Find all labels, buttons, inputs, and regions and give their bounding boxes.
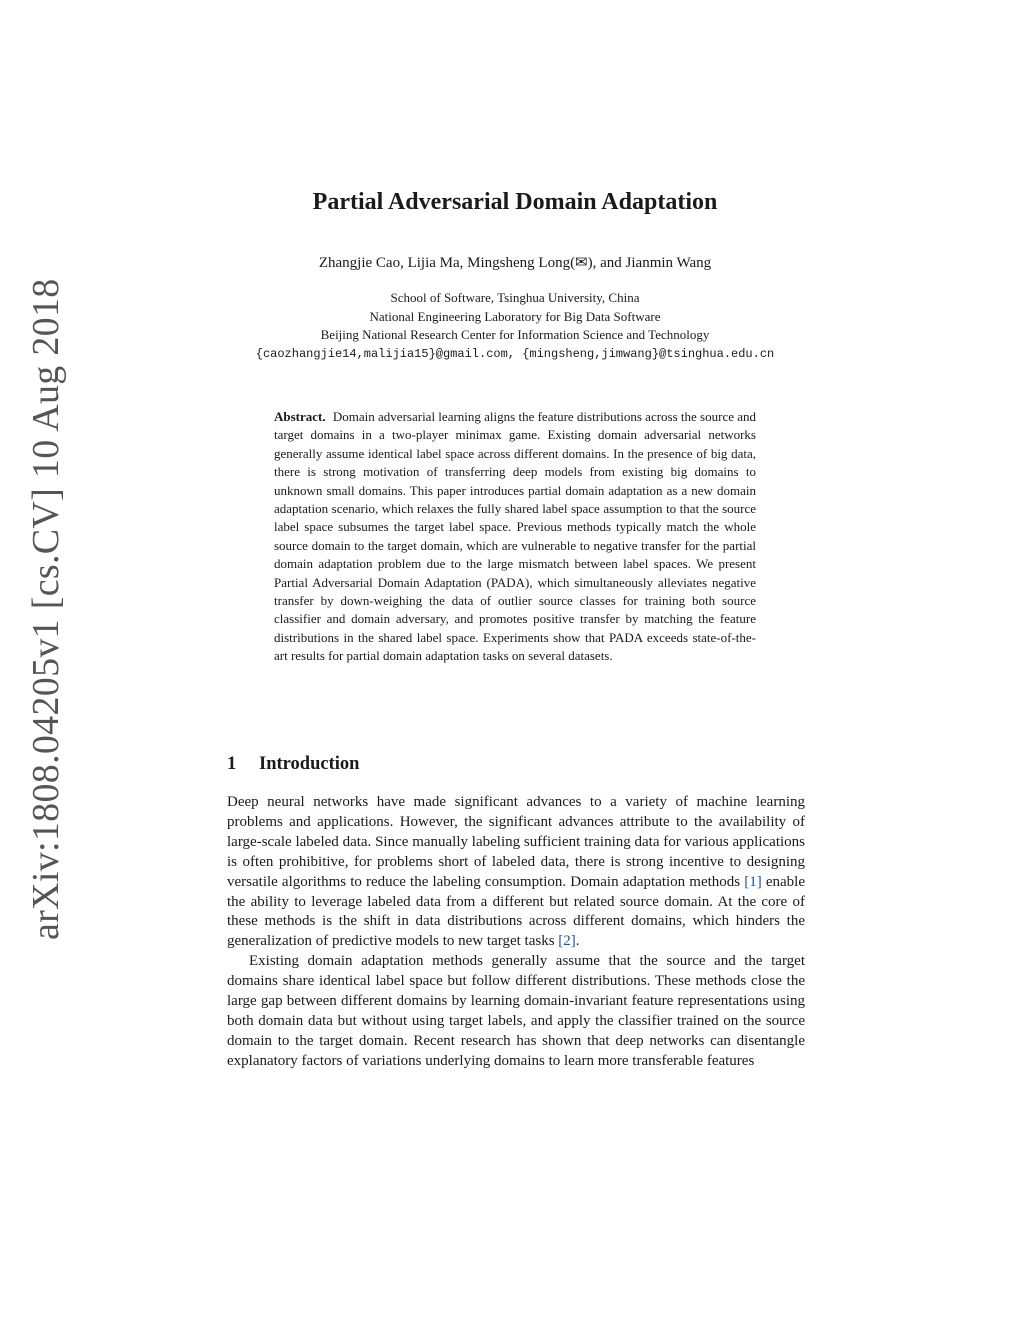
author-list: Zhangjie Cao, Lijia Ma, Mingsheng Long(✉), and Jianmin Wang xyxy=(318,255,712,271)
paper-title: Partial Adversarial Domain Adaptation xyxy=(312,189,718,215)
affiliation-line: National Engineering Laboratory for Big Data Software xyxy=(369,308,661,324)
paragraph-text: Deep neural networks have made significant advances to a variety of machine learning problems and applications. However, the significant advances attribute to the availability of large-scale labeled data. Since manually labeling sufficient training data for various applications is often prohibitive, for problems short of labeled data, there is strong incentive to designing versatile algorithms to reduce the labeling consumption. Domain adaptation methods xyxy=(227,794,805,890)
paragraph-text: enable the ability to leverage labeled data from a different but related source domain. At the core of these methods is the shift in data distributions across different domains, which hinders the generalization of predictive models to new target tasks xyxy=(227,873,805,950)
paragraph: Existing domain adaptation methods generally assume that the source and the target domains share identical label space but follow different distributions. These methods close the large gap between different domains by learning domain-invariant feature representations using both domain data but without using target labels, and apply the classifier trained on the source domain to the target domain. Recent research has shown that deep networks can disentangle explanatory factors of variations underlying domains to learn more transferable features xyxy=(227,953,805,1069)
paragraph-text: . xyxy=(575,933,580,950)
affiliation-line: Beijing National Research Center for Information Science and Technology xyxy=(320,327,710,342)
section-heading-introduction xyxy=(227,752,807,776)
introduction-body xyxy=(227,793,805,1072)
affiliation-line: School of Software, Tsinghua University, China xyxy=(390,290,640,305)
citation-link[interactable]: [2] xyxy=(558,933,576,950)
author-emails: {caozhangjie14,malijia15}@gmail.com, {mingsheng,jimwang}@tsinghua.edu.cn xyxy=(255,346,775,361)
abstract xyxy=(274,408,756,666)
abstract-text: Domain adversarial learning aligns the feature distributions across the source and target domains in a two-player minimax game. Existing domain adversarial networks generally assume identical label space across different domains. In the presence of big data, there is strong motivation of transferring deep models from existing big domains to unknown small domains. This paper introduces partial domain adaptation as a new domain adaptation scenario, which relaxes the fully shared label space assumption to that the source label space subsumes the target label space. Previous methods typically match the whole source domain to the target domain, which are vulnerable to negative transfer for the partial domain adaptation problem due to the large mismatch between label spaces. We present Partial Adversarial Domain Adaptation (PADA), which simultaneously alleviates negative transfer by down-weighing the data of outlier source classes for training both source classifier and domain adversary, and promotes positive transfer by matching the feature distributions in the shared label space. Experiments show that PADA exceeds state-of-the-art results for partial domain adaptation tasks on several datasets. xyxy=(274,409,757,664)
abstract-label: Abstract. xyxy=(274,409,326,424)
section-number: 1 xyxy=(227,754,237,774)
paragraph xyxy=(227,793,805,952)
affiliation-block xyxy=(200,289,830,363)
citation-link[interactable]: [1] xyxy=(744,873,762,890)
section-title: Introduction xyxy=(259,754,360,774)
arxiv-identifier: arXiv:1808.04205v1 [cs.CV] 10 Aug 2018 xyxy=(25,278,67,940)
